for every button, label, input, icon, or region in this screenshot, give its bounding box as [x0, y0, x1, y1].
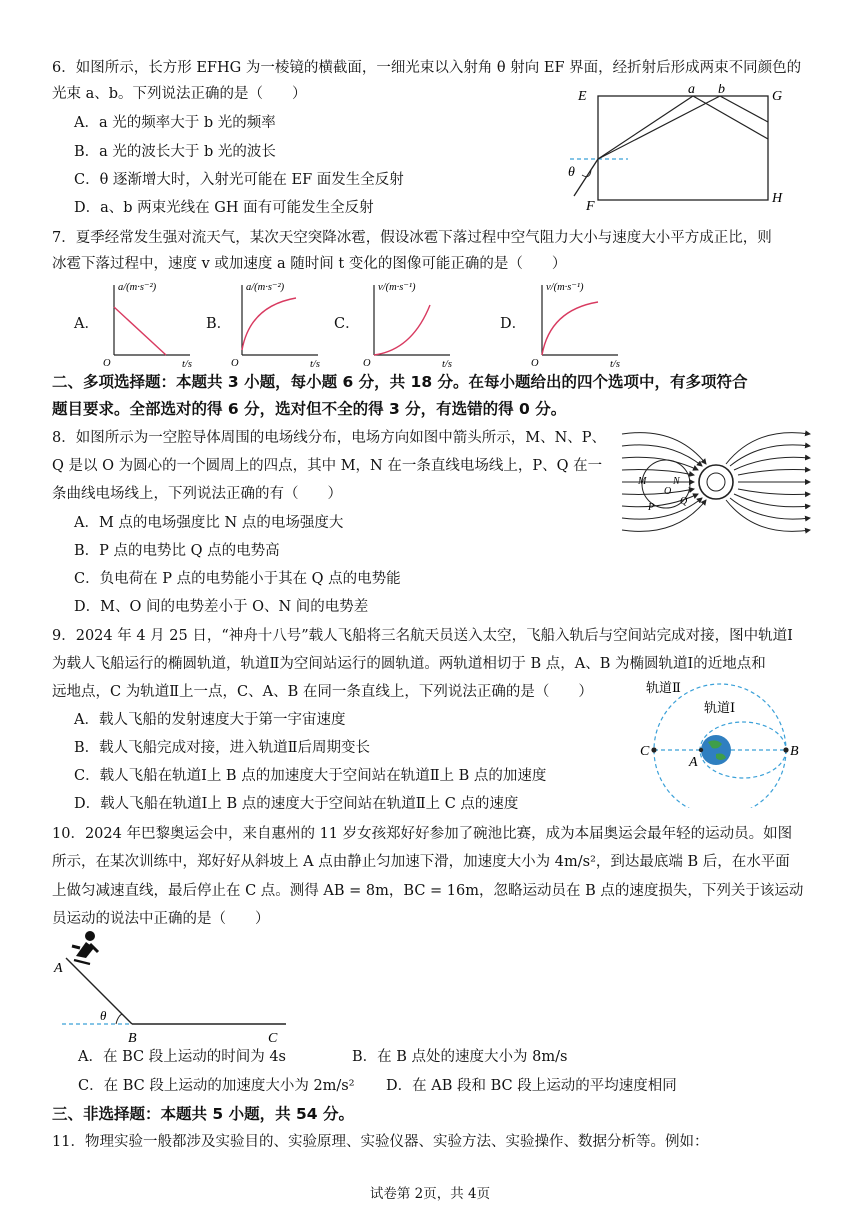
q10-label-c: C [268, 1031, 278, 1046]
q9-stem-line2: 为载人飞船运行的椭圆轨道，轨道Ⅱ为空间站运行的圆轨道。两轨道相切于 B 点，A、B 为椭圆轨道Ⅰ的近地点和 [52, 656, 766, 672]
q8-option-a: A．M 点的电场强度比 N 点的电场强度大 [74, 515, 344, 531]
skater-icon [72, 931, 98, 964]
q6-label-f: F [586, 199, 595, 214]
q9-label-a: A [689, 755, 698, 770]
q8-label-q: Q [680, 496, 688, 507]
q7-stem-line2: 冰雹下落过程中，速度 v 或加速度 a 随时间 t 变化的图像可能正确的是（ ） [52, 256, 567, 272]
q8-label-o: O [664, 486, 672, 497]
q6-label-h: H [772, 191, 783, 206]
q10-stem-line1: 10．2024 年巴黎奥运会中，来自惠州的 11 岁女孩郑好好参加了碗池比赛，成为本届奥运会最年轻的运动员。如图 [52, 826, 793, 842]
q7-graph-a [100, 280, 210, 368]
q7b-origin: O [231, 358, 239, 368]
q9-option-d: D．载人飞船在轨道Ⅰ上 B 点的速度大于空间站在轨道Ⅱ上 C 点的速度 [74, 796, 519, 812]
q6-option-a: A．a 光的频率大于 b 光的频率 [74, 115, 276, 131]
q8-stem-line1: 8．如图所示为一空腔导体周围的电场线分布，电场方向如图中箭头所示，M、N、P、 [52, 430, 607, 446]
q6-label-b: b [718, 84, 725, 97]
q10-label-a: A [54, 961, 63, 976]
q6-label-a: a [688, 84, 695, 97]
q10-option-b: B．在 B 点处的速度大小为 8m/s [352, 1049, 568, 1065]
section2-heading-line1: 二、多项选择题：本题共 3 小题，每小题 6 分，共 18 分。在每小题给出的四个选项中，有多项符合 [52, 373, 748, 391]
q7-option-b-label: B． [206, 316, 232, 332]
q10-label-b: B [128, 1031, 137, 1046]
q10-option-a: A．在 BC 段上运动的时间为 4s [78, 1049, 286, 1065]
q7c-ylabel: v/(m·s⁻¹) [378, 282, 416, 293]
q9-label-orbit1: 轨道Ⅰ [704, 700, 736, 715]
q8-field-figure [620, 418, 812, 536]
q7-stem-line1: 7．夏季经常发生强对流天气，某次天空突降冰雹，假设冰雹下落过程中空气阻力大小与速度大小平方成正比，则 [52, 230, 772, 246]
q6-label-e: E [578, 89, 587, 104]
q6-option-d: D．a、b 两束光线在 GH 面有可能发生全反射 [74, 200, 374, 216]
q8-label-m: M [638, 476, 647, 487]
q8-option-c: C．负电荷在 P 点的电势能小于其在 Q 点的电势能 [74, 571, 401, 587]
q9-stem-line1: 9．2024 年 4 月 25 日，“神舟十八号”载人飞船将三名航天员送入太空，飞船入轨后与空间站完成对接，图中轨道Ⅰ [52, 628, 793, 644]
q6-stem-line1: 6．如图所示，长方形 EFHG 为一棱镜的横截面，一细光束以入射角 θ 射向 EF 界面，经折射后形成两束不同颜色的 [52, 60, 802, 76]
q7a-ylabel: a/(m·s⁻²) [118, 282, 157, 293]
q10-option-d: D．在 AB 段和 BC 段上运动的平均速度相同 [386, 1078, 677, 1094]
q9-stem-line3: 远地点，C 为轨道Ⅱ上一点，C、A、B 在同一条直线上，下列说法正确的是（ ） [52, 684, 593, 700]
q10-stem-line4: 员运动的说法中正确的是（ ） [52, 911, 270, 927]
q7-option-c-label: C． [334, 316, 360, 332]
q9-option-b: B．载人飞船完成对接，进入轨道Ⅱ后周期变长 [74, 740, 371, 756]
q6-stem-line2: 光束 a、b。下列说法正确的是（ ） [52, 86, 307, 102]
q11-stem-line1: 11．物理实验一般都涉及实验目的、实验原理、实验仪器、实验方法、实验操作、数据分析等。例如： [52, 1134, 709, 1150]
q9-option-a: A．载人飞船的发射速度大于第一宇宙速度 [74, 712, 346, 728]
q7d-origin: O [531, 358, 539, 368]
q7c-origin: O [363, 358, 371, 368]
q7-option-d-label: D． [500, 316, 527, 332]
q7d-ylabel: v/(m·s⁻¹) [546, 282, 584, 293]
q7-option-a-label: A． [74, 316, 99, 332]
q7b-ylabel: a/(m·s⁻²) [246, 282, 285, 293]
q8-stem-line3: 条曲线电场线上，下列说法正确的有（ ） [52, 486, 342, 502]
q9-label-b: B [790, 744, 799, 759]
q6-prism-figure [560, 84, 790, 214]
q10-option-c: C．在 BC 段上运动的加速度大小为 2m/s² [78, 1078, 355, 1094]
q10-stem-line2: 所示，在某次训练中，郑好好从斜坡上 A 点由静止匀加速下滑，加速度大小为 4m/s²，到达最底端 B 后，在水平面 [52, 854, 790, 870]
q9-label-c: C [640, 744, 650, 759]
q7d-xlabel: t/s [610, 359, 620, 368]
q7-graph-d [528, 280, 638, 368]
q8-label-n: N [673, 476, 680, 487]
q7b-xlabel: t/s [310, 359, 320, 368]
section2-heading-line2: 题目要求。全部选对的得 6 分，选对但不全的得 3 分，有选错的得 0 分。 [52, 400, 567, 418]
page-footer: 试卷第 2页，共 4页 [369, 1186, 491, 1202]
q6-label-theta: θ [568, 165, 575, 180]
q8-option-b: B．P 点的电势比 Q 点的电势高 [74, 543, 280, 559]
q10-label-theta: θ [100, 1008, 107, 1023]
q6-option-b: B．a 光的波长大于 b 光的波长 [74, 144, 276, 160]
q6-label-g: G [772, 89, 783, 104]
q7c-xlabel: t/s [442, 359, 452, 368]
q7a-xlabel: t/s [182, 359, 192, 368]
q7-graph-c [360, 280, 470, 368]
q6-option-c: C．θ 逐渐增大时，入射光可能在 EF 面发生全反射 [74, 172, 404, 188]
q9-option-c: C．载人飞船在轨道Ⅰ上 B 点的加速度大于空间站在轨道Ⅱ上 B 点的加速度 [74, 768, 547, 784]
q7-graph-b [228, 280, 338, 368]
q8-label-p: P [648, 502, 655, 513]
q7a-origin: O [103, 358, 111, 368]
section3-heading: 三、非选择题：本题共 5 小题，共 54 分。 [52, 1105, 354, 1123]
q10-slope-figure [50, 930, 300, 1046]
q8-option-d: D．M、O 间的电势差小于 O、N 间的电势差 [74, 599, 369, 615]
q8-stem-line2: Q 是以 O 为圆心的一个圆周上的四点，其中 M，N 在一条直线电场线上，P、Q 在一 [52, 458, 603, 474]
q9-orbit-figure [632, 678, 802, 808]
q10-stem-line3: 上做匀减速直线，最后停止在 C 点。测得 AB = 8m，BC = 16m，忽略运动员在 B 点的速度损失，下列关于该运动 [52, 883, 804, 899]
q9-label-orbit2: 轨道Ⅱ [646, 680, 681, 695]
